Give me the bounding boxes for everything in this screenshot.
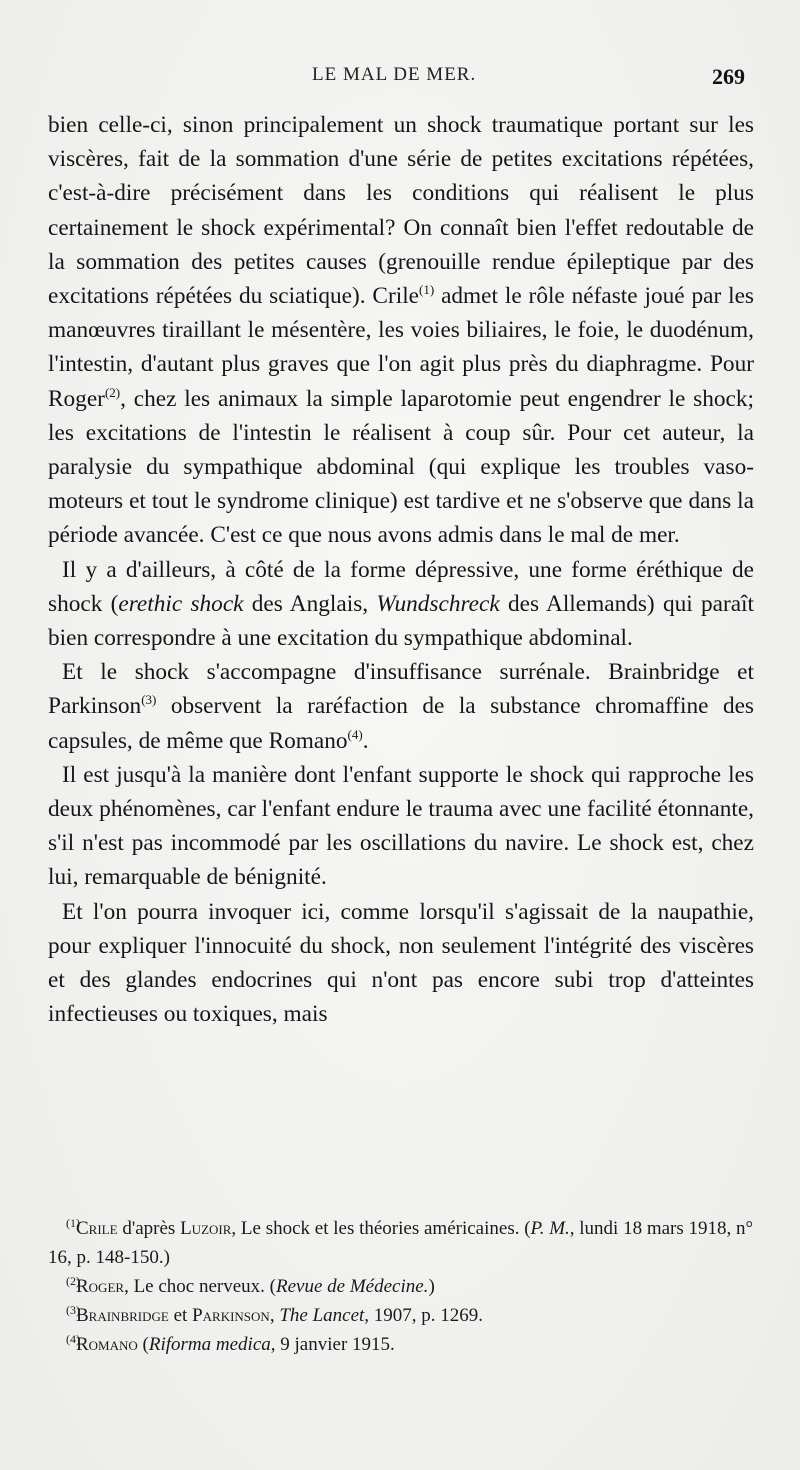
footnote-2-text: , Le choc nerveux. ( bbox=[124, 1276, 276, 1297]
paragraph-2 bbox=[48, 553, 754, 656]
footnote-4-text: ( bbox=[137, 1334, 149, 1355]
footnote-3-author-2: Parkinson bbox=[192, 1305, 270, 1326]
paragraph-3-part-b: observent la raréfaction de la substance chromaffine des capsules, de même que Romano bbox=[48, 693, 754, 754]
footnote-1-text-3: , lundi 18 mars 1918, n° 16, p. 148-150.) bbox=[48, 1218, 754, 1268]
footnote-ref-2: (2) bbox=[104, 384, 121, 400]
footnote-3-source: The Lancet bbox=[279, 1305, 365, 1326]
footnotes bbox=[48, 1214, 768, 1359]
paragraph-1-part-b: admet le rôle néfaste joué par les manœuvres tiraillant le mésentère, les voies biliaires, le foie, le duodénum, l'intestin, d'autant plus graves que l'on agit plus près du diaphragme. Pour Roger bbox=[48, 283, 754, 412]
footnote-4-source: Riforma medica bbox=[148, 1334, 271, 1355]
running-head bbox=[0, 64, 800, 94]
footnote-3-author: Brainbridge bbox=[76, 1305, 169, 1326]
paragraph-1-part-c: , chez les animaux la simple laparotomie peut engendrer le shock; les excitations de l'intestin le réalisent à coup sûr. Pour cet auteur, la paralysie du sympathique abdominal (qui explique les troubles vaso-moteurs et tout le syndrome clinique) est tardive et ne s'observe que dans la période avancée. C'est ce que nous avons admis dans le mal de mer. bbox=[48, 385, 754, 549]
footnote-2: (2)Roger, Le choc nerveux. (Revue de Médecine.) bbox=[66, 1274, 435, 1297]
footnote-3: (3)Brainbridge et Parkinson, The Lancet, 1907, p. 1269. bbox=[66, 1303, 484, 1326]
footnote-1-author-2: Luzoir bbox=[180, 1218, 232, 1239]
footnote-ref-3: (3) bbox=[141, 692, 157, 708]
footnote-1: (1)Crile d'après Luzoir, Le shock et les théories américaines. (P. M., lundi 18 mars 1918, n° 16, p. 148-150.) bbox=[48, 1216, 754, 1268]
footnote-4: (4)Romano (Riforma medica, 9 janvier 1915. bbox=[66, 1332, 395, 1355]
footnote-3-text-2: , bbox=[269, 1305, 280, 1326]
paragraph-1 bbox=[48, 108, 754, 553]
paragraph-1-part-a: bien celle-ci, sinon principalement un shock traumatique portant sur les viscères, fait de la sommation d'une série de petites excitations répétées, c'est-à-dire précisément dans les conditions qui réalisent le plus certainement le shock expérimental? On connaît bien l'effet redoutable de la sommation des petites causes (grenouille rendue épileptique par des excitations répétées du sciatique). Crile bbox=[48, 112, 754, 310]
footnote-3-text: et bbox=[168, 1305, 193, 1326]
footnote-2-text-2: ) bbox=[428, 1276, 435, 1297]
footnote-1-text-2: , Le shock et les théories américaines. ( bbox=[231, 1218, 531, 1239]
paragraph-3 bbox=[48, 655, 754, 758]
footnote-1-source: P. M. bbox=[530, 1218, 570, 1239]
footnote-ref-1: (1) bbox=[419, 282, 435, 298]
footnote-4-author: Romano bbox=[76, 1334, 138, 1355]
paragraph-3-part-c: . bbox=[362, 727, 369, 754]
italic-term-erethic-shock: erethic shock bbox=[118, 590, 244, 617]
paragraph-3-part-a: Et le shock s'accompagne d'insuffisance surrénale. Brainbridge et Parkinson bbox=[48, 659, 754, 720]
paragraph-5: Et l'on pourra invoquer ici, comme lorsqu'il s'agissait de la naupathie, pour expliquer l'innocuité du shock, non seulement l'intégrité des viscères et des glandes endocrines qui n'ont pas encore subi trop d'atteintes infectieuses ou toxiques, mais bbox=[48, 898, 754, 1028]
footnote-1-author: Crile bbox=[76, 1218, 118, 1239]
paragraph-2-part-c: des Allemands) qui paraît bien correspondre à une excitation du sympathique abdominal. bbox=[48, 590, 755, 652]
footnote-4-text-2: , 9 janvier 1915. bbox=[270, 1334, 395, 1355]
footnote-1-text: d'après bbox=[117, 1218, 181, 1239]
page-number: 269 bbox=[712, 64, 745, 89]
paragraph-2-part-a: Il y a d'ailleurs, à côté de la forme dépressive, une forme éréthique de shock ( bbox=[48, 556, 754, 617]
italic-term-wundschreck: Wundschreck bbox=[376, 590, 500, 617]
footnote-2-author: Roger bbox=[76, 1276, 125, 1297]
running-title: LE MAL DE MER. bbox=[312, 64, 477, 85]
footnote-2-source: Revue de Médecine. bbox=[276, 1276, 429, 1297]
paragraph-2-part-b: des Anglais, bbox=[243, 590, 377, 617]
footnote-ref-4: (4) bbox=[347, 726, 363, 742]
paragraph-4: Il est jusqu'à la manière dont l'enfant supporte le shock qui rapproche les deux phénomènes, car l'enfant endure le trauma avec une facilité étonnante, s'il n'est pas incommodé par les oscillations du navire. Le shock est, chez lui, remarquable de bénignité. bbox=[48, 761, 754, 891]
body-text bbox=[48, 108, 754, 1031]
footnote-3-text-3: , 1907, p. 1269. bbox=[364, 1305, 484, 1326]
